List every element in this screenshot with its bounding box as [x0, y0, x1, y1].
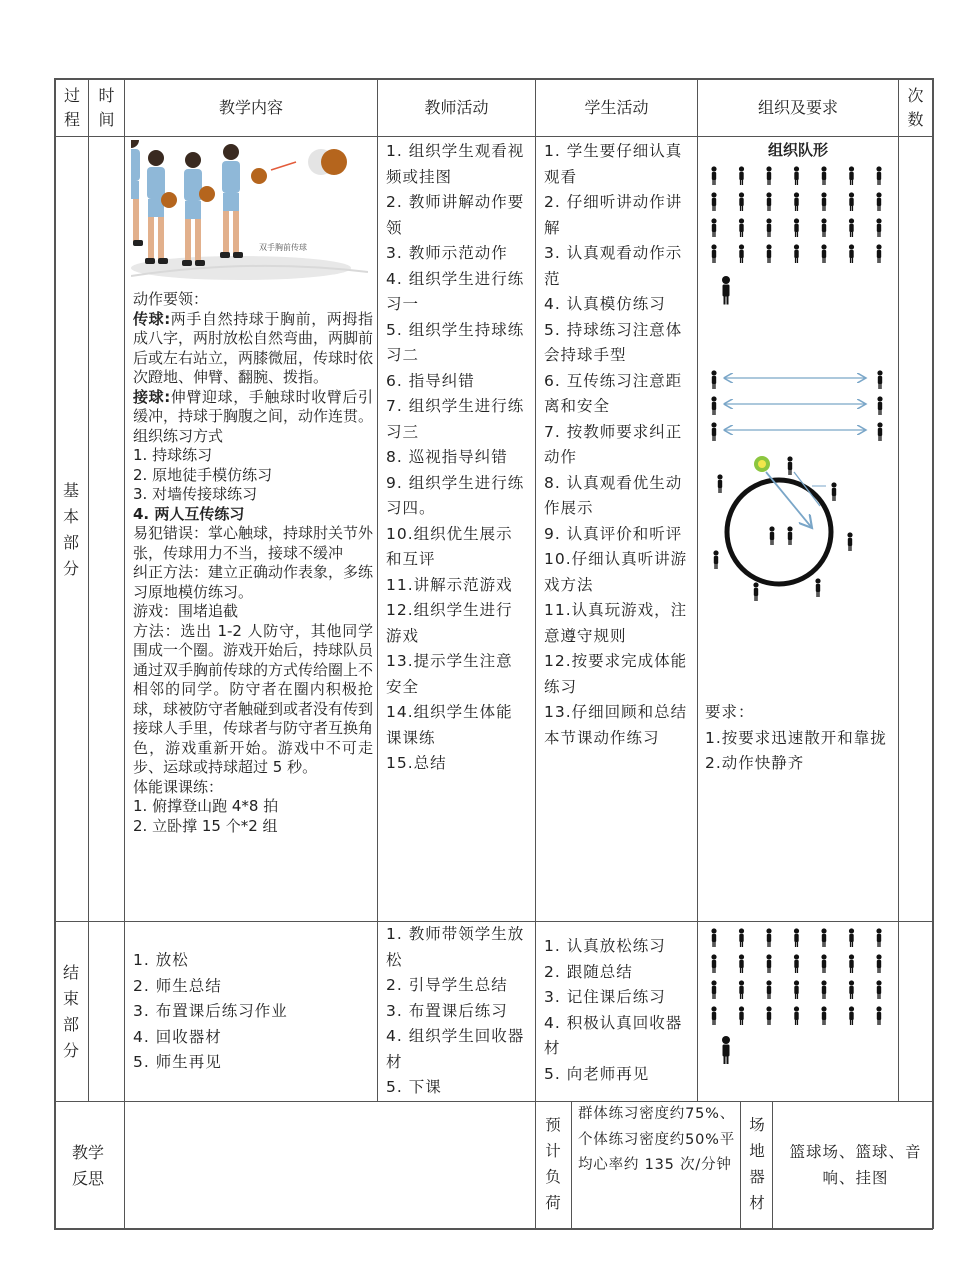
- content-paragraph: [133, 446, 373, 466]
- basic-requirements: [705, 700, 893, 777]
- student-marker: [849, 244, 854, 263]
- student-marker: [794, 928, 799, 947]
- teacher-activity-item: 9. 组织学生进行练习四。: [386, 473, 525, 517]
- content-paragraph: [133, 505, 373, 525]
- reflection-label: 教学反思: [71, 1143, 104, 1188]
- content-paragraph: [133, 427, 373, 447]
- student-marker: [876, 980, 881, 999]
- student-marker: [876, 928, 881, 947]
- end-content: [133, 948, 373, 1076]
- student-activity-item: 11.认真玩游戏，注意遵守规则: [544, 601, 688, 645]
- student-marker: [794, 218, 799, 237]
- basic-content: [133, 290, 373, 836]
- student-marker: [849, 954, 854, 973]
- student-marker: [739, 928, 744, 947]
- content-paragraph: [133, 388, 373, 427]
- student-marker: [876, 218, 881, 237]
- student-marker: [739, 166, 744, 185]
- teacher-activity-item: 15.总结: [386, 754, 447, 772]
- section-end-label: 结束部分: [62, 963, 79, 1060]
- teacher-activity-item: 5. 组织学生持球练习二: [386, 320, 525, 364]
- student-marker: [739, 244, 744, 263]
- content-text: 组织练习方式: [133, 426, 224, 445]
- content-text: 2. 原地徒手模仿练习: [133, 465, 273, 484]
- end-content-item: 2. 师生总结: [133, 976, 222, 995]
- student-marker: [821, 244, 826, 263]
- teacher-activity-item: 12.组织学生进行游戏: [386, 601, 513, 645]
- student-marker: [849, 980, 854, 999]
- student-marker: [849, 1006, 854, 1025]
- student-activity-item: 12.按要求完成体能练习: [544, 652, 688, 696]
- header-organization: 组织及要求: [757, 98, 838, 117]
- end-teacher-item: 2. 引导学生总结: [386, 976, 508, 994]
- teacher-activity-item: 8. 巡视指导纠错: [386, 448, 508, 466]
- student-marker: [766, 928, 771, 947]
- student-marker: [876, 244, 881, 263]
- student-marker: [711, 1006, 716, 1025]
- teacher-activity-item: 4. 组织学生进行练习一: [386, 269, 525, 313]
- teacher-activity-item: 10.组织优生展示和互评: [386, 524, 513, 568]
- student-marker: [766, 954, 771, 973]
- student-marker: [766, 244, 771, 263]
- content-text: 方法：选出 1-2 人防守，其他同学围成一个圈。游戏开始后，持球队员通过双手胸前传球的方式传给圈上不相邻的同学。防守者在圈内积极抢球，球被防守者触碰到或者没有传到接球人手里，传球者与防守者互换角色，游戏重新开始。游戏中不可走步、运球或持球超过 5 秒。: [133, 621, 374, 776]
- content-paragraph: [133, 310, 373, 388]
- student-marker: [849, 192, 854, 211]
- content-text: 2. 立卧撑 15 个*2 组: [133, 816, 278, 835]
- content-paragraph: [133, 466, 373, 486]
- requirement-2: 2.动作快静齐: [705, 754, 805, 772]
- end-teacher-item: 5. 下课: [386, 1078, 442, 1096]
- student-marker: [876, 954, 881, 973]
- end-student-item: 2. 跟随总结: [544, 962, 633, 981]
- content-paragraph: [133, 778, 373, 798]
- org-formation-title: 组织队形: [767, 141, 828, 159]
- student-activity-item: 2. 仔细听讲动作讲解: [544, 193, 683, 237]
- content-text: 易犯错误：掌心触球，持球肘关节外张，传球用力不当，接球不缓冲: [133, 524, 374, 562]
- col-divider-1: [88, 78, 89, 1101]
- content-paragraph: [133, 290, 373, 310]
- col-divider-2: [124, 78, 125, 1229]
- footer-col-venue-text: [772, 1101, 773, 1229]
- student-activity-item: 4. 认真模仿练习: [544, 295, 666, 313]
- basic-student-activities: [544, 139, 690, 751]
- footer-col-load-text: [571, 1101, 572, 1229]
- student-marker: [821, 980, 826, 999]
- student-marker: [849, 166, 854, 185]
- load-label: 预计负荷: [545, 1116, 561, 1212]
- content-paragraph: [133, 817, 373, 837]
- student-marker: [849, 218, 854, 237]
- student-marker: [794, 192, 799, 211]
- student-marker: [821, 192, 826, 211]
- content-text: 游戏：围堵追截: [133, 602, 239, 620]
- student-marker: [876, 1006, 881, 1025]
- student-marker: [821, 954, 826, 973]
- header-time: 时间: [98, 86, 115, 129]
- end-student-item: 1. 认真放松练习: [544, 937, 666, 955]
- header-process: 过程: [63, 86, 80, 129]
- content-paragraph: [133, 524, 373, 563]
- student-marker: [766, 1006, 771, 1025]
- teacher-activity-item: 2. 教师讲解动作要领: [386, 193, 525, 237]
- content-text: 纠正方法：建立正确动作表象，多练习原地模仿练习。: [133, 563, 374, 601]
- student-activity-item: 3. 认真观看动作示范: [544, 244, 683, 288]
- venue-label: 场地器材: [749, 1116, 765, 1212]
- student-marker: [739, 980, 744, 999]
- student-marker: [711, 980, 716, 999]
- table-border-bottom: [54, 1228, 933, 1230]
- end-student-item: 3. 记住课后练习: [544, 988, 666, 1006]
- content-text: 动作要领：: [133, 290, 209, 308]
- end-content-item: 1. 放松: [133, 951, 189, 969]
- content-paragraph: [133, 563, 373, 602]
- student-marker: [766, 166, 771, 185]
- student-marker: [794, 166, 799, 185]
- end-teacher-item: 1. 教师带领学生放松: [386, 925, 525, 969]
- org-formation-diagram: [700, 160, 896, 620]
- teacher-activity-item: 11.讲解示范游戏: [386, 575, 513, 594]
- teacher-activity-item: 3. 教师示范动作: [386, 244, 508, 262]
- end-formation-diagram: [700, 924, 896, 1064]
- student-marker: [766, 980, 771, 999]
- header-student: 学生活动: [584, 98, 649, 117]
- student-activity-item: 1. 学生要仔细认真观看: [544, 142, 683, 186]
- student-marker: [794, 244, 799, 263]
- student-marker: [739, 218, 744, 237]
- student-marker: [739, 954, 744, 973]
- student-marker: [876, 192, 881, 211]
- col-divider-4: [535, 78, 536, 1229]
- teacher-activity-item: 14.组织学生体能课课练: [386, 703, 513, 747]
- chest-pass-illustration: [131, 140, 368, 282]
- student-marker: [821, 1006, 826, 1025]
- end-student-item: 4. 积极认真回收器材: [544, 1013, 683, 1057]
- student-marker: [711, 166, 716, 185]
- end-footer-divider: [54, 1101, 933, 1102]
- content-paragraph: [133, 602, 373, 622]
- header-teacher: 教师活动: [424, 98, 489, 117]
- col-divider-5: [697, 78, 698, 1101]
- end-teacher-item: 4. 组织学生回收器材: [386, 1027, 525, 1071]
- student-marker: [711, 218, 716, 237]
- content-text: 1. 持球练习: [133, 446, 213, 464]
- student-marker: [876, 166, 881, 185]
- section-basic-label: 基本部分: [62, 481, 79, 578]
- student-marker: [711, 244, 716, 263]
- content-bold-lead: 4. 两人互传练习: [133, 504, 245, 523]
- end-content-item: 5. 师生再见: [133, 1053, 222, 1071]
- requirement-1: 1.按要求迅速散开和靠拢: [705, 728, 887, 747]
- end-student-item: 5. 向老师再见: [544, 1064, 650, 1083]
- student-activity-item: 9. 认真评价和听评: [544, 524, 683, 543]
- student-marker: [739, 1006, 744, 1025]
- student-activity-item: 5. 持球练习注意体会持球手型: [544, 320, 683, 364]
- student-marker: [766, 218, 771, 237]
- teacher-activity-item: 7. 组织学生进行练习三: [386, 397, 525, 441]
- student-activity-item: 7. 按教师要求纠正动作: [544, 422, 683, 466]
- student-activity-item: 6. 互传练习注意距离和安全: [544, 371, 683, 415]
- content-text: 3. 对墙传接球练习: [133, 485, 258, 503]
- content-bold-lead: 传球:: [133, 309, 171, 328]
- student-marker: [794, 980, 799, 999]
- header-count: 次数: [907, 86, 924, 129]
- venue-text: 篮球场、篮球、音响、挂图: [789, 1143, 922, 1187]
- student-marker: [711, 954, 716, 973]
- table-border-left: [54, 78, 56, 1229]
- student-marker: [794, 954, 799, 973]
- student-marker: [821, 928, 826, 947]
- student-marker: [766, 192, 771, 211]
- end-teacher-activities: [386, 922, 529, 1101]
- end-content-item: 3. 布置课后练习作业: [133, 1002, 288, 1020]
- student-marker: [711, 928, 716, 947]
- teacher-activity-item: 6. 指导纠错: [386, 371, 475, 390]
- content-text: 伸臂迎球，手触球时收臂后引缓冲，持球于胸腹之间，动作连贯。: [133, 387, 374, 425]
- teacher-activity-item: 1. 组织学生观看视频或挂图: [386, 142, 525, 186]
- header-content: 教学内容: [218, 98, 283, 117]
- table-border-right: [932, 78, 934, 1229]
- student-marker: [821, 166, 826, 185]
- content-paragraph: [133, 797, 373, 817]
- student-marker: [849, 928, 854, 947]
- student-marker: [739, 192, 744, 211]
- student-activity-item: 13.仔细回顾和总结本节课动作练习: [544, 703, 688, 747]
- end-content-item: 4. 回收器材: [133, 1027, 222, 1046]
- content-paragraph: [133, 485, 373, 505]
- content-bold-lead: 接球:: [133, 387, 171, 406]
- end-teacher-item: 3. 布置课后练习: [386, 1001, 508, 1020]
- content-paragraph: [133, 622, 373, 778]
- load-text: 群体练习密度约75%、个体练习密度约50%平均心率约 135 次/分钟: [578, 1106, 736, 1173]
- col-divider-3: [377, 78, 378, 1101]
- illustration-caption: 双手胸前传球: [259, 243, 307, 252]
- student-activity-item: 8. 认真观看优生动作展示: [544, 473, 683, 517]
- content-text: 两手自然持球于胸前，两拇指成八字，两肘放松自然弯曲，两脚前后或左右站立，两膝微屈，传球时依次蹬地、伸臂、翻腕、拨指。: [133, 309, 374, 386]
- student-activity-item: 10.仔细认真听讲游戏方法: [544, 550, 688, 594]
- teacher-activity-item: 13.提示学生注意安全: [386, 652, 513, 696]
- basic-teacher-activities: [386, 139, 529, 777]
- col-divider-6: [898, 78, 899, 1101]
- content-text: 体能课课练：: [133, 777, 224, 796]
- student-marker: [821, 218, 826, 237]
- end-student-activities: [544, 934, 690, 1087]
- footer-col-venue-label: [740, 1101, 741, 1229]
- student-marker: [794, 1006, 799, 1025]
- requirements-title: 要求：: [705, 703, 755, 721]
- student-marker: [711, 192, 716, 211]
- content-text: 1. 俯撑登山跑 4*8 拍: [133, 797, 279, 815]
- header-divider: [54, 136, 933, 137]
